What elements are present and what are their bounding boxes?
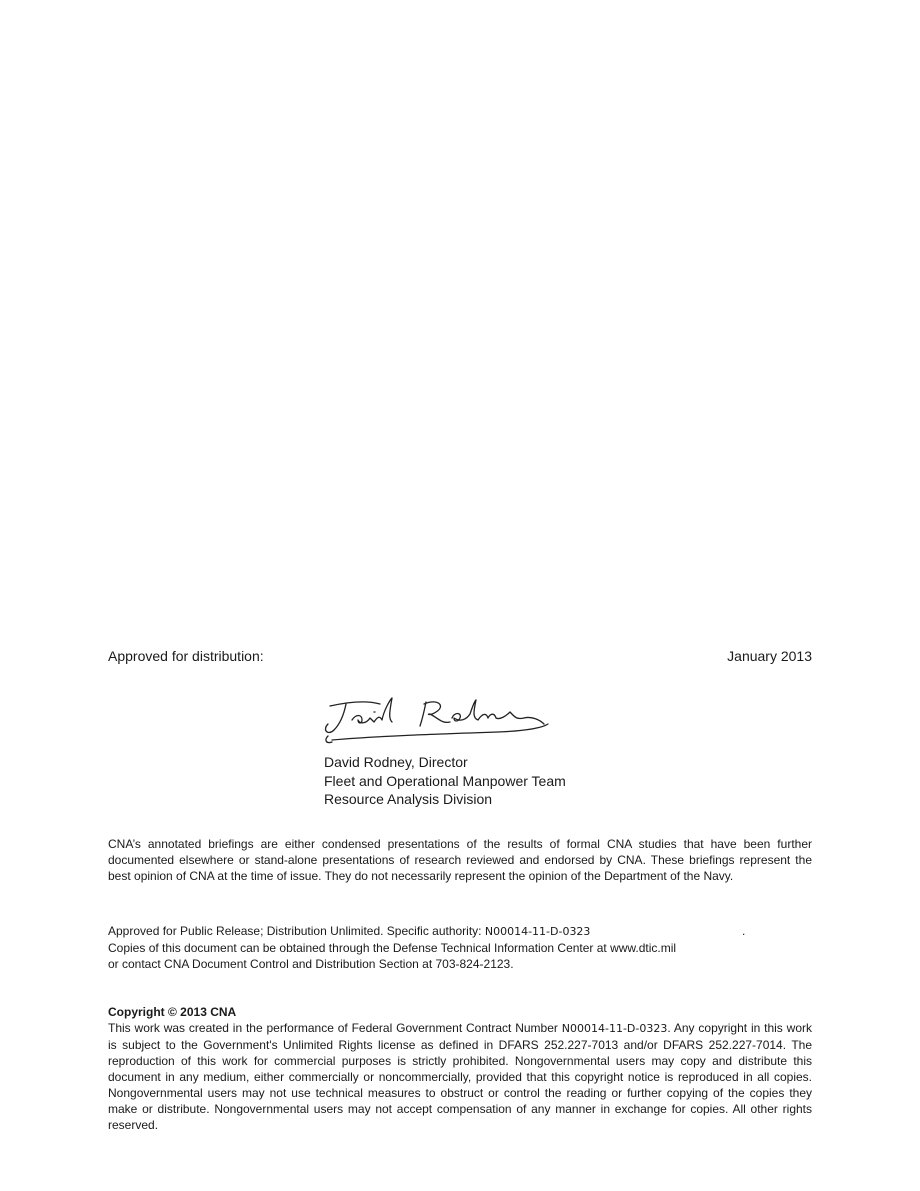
copyright-body (108, 1020, 812, 1133)
release-authority: N00014-11-D-0323 (484, 925, 591, 938)
release-prefix: Approved for Public Release; Distribution Unlimited. Specific authority: (108, 924, 485, 938)
copyright-body-suffix: . Any copyright in this work is subject to the Government's Unlimited Rights license as defined in DFARS 252.227-7013 and/or DFARS 252.227-7014. The reproduction of this work for commercial purposes is strictly prohibited. Nongovernmental users may copy and distribute this document in any medium, either commercially or noncommercially, provided that this copyright notice is reproduced in all copies. Nongovernmental users may not use technical measures to obstruct or control the reading or further copying of the copies they make or distribute. Nongovernmental users may not accept compensation of any manner in exchange for copies. All other rights reserved. (108, 1021, 812, 1132)
signatory-block (324, 753, 566, 809)
handwritten-signature-icon (318, 690, 558, 750)
release-line-3: or contact CNA Document Control and Distribution Section at 703-824-2123. (108, 957, 514, 971)
release-line-1 (108, 923, 748, 940)
copyright-notice (108, 1004, 812, 1133)
signatory-team: Fleet and Operational Manpower Team (324, 772, 566, 789)
signatory-name-title: David Rodney, Director (324, 754, 468, 770)
signatory-division: Resource Analysis Division (324, 791, 493, 807)
approval-row (108, 646, 812, 666)
release-suffix: . (742, 924, 746, 938)
approval-date: January 2013 (727, 648, 812, 664)
disclaimer-paragraph: CNA’s annotated briefings are either condensed presentations of the results of formal CNA studies that have been further documented elsewhere or stand-alone presentations of research reviewed and endorsed by CNA. These briefings represent the best opinion of CNA at the time of issue. They do not necessarily represent the opinion of the Department of the Navy. (108, 837, 812, 883)
copyright-heading: Copyright © 2013 CNA (108, 1005, 237, 1019)
copyright-contract-number: N00014-11-D-0323 (561, 1022, 668, 1035)
release-statement (108, 923, 812, 972)
approval-label: Approved for distribution: (108, 648, 264, 664)
copyright-body-prefix: This work was created in the performance of Federal Government Contract Number (108, 1021, 562, 1035)
release-line-2: Copies of this document can be obtained through the Defense Technical Information Center at www.dtic.mil (108, 941, 677, 955)
